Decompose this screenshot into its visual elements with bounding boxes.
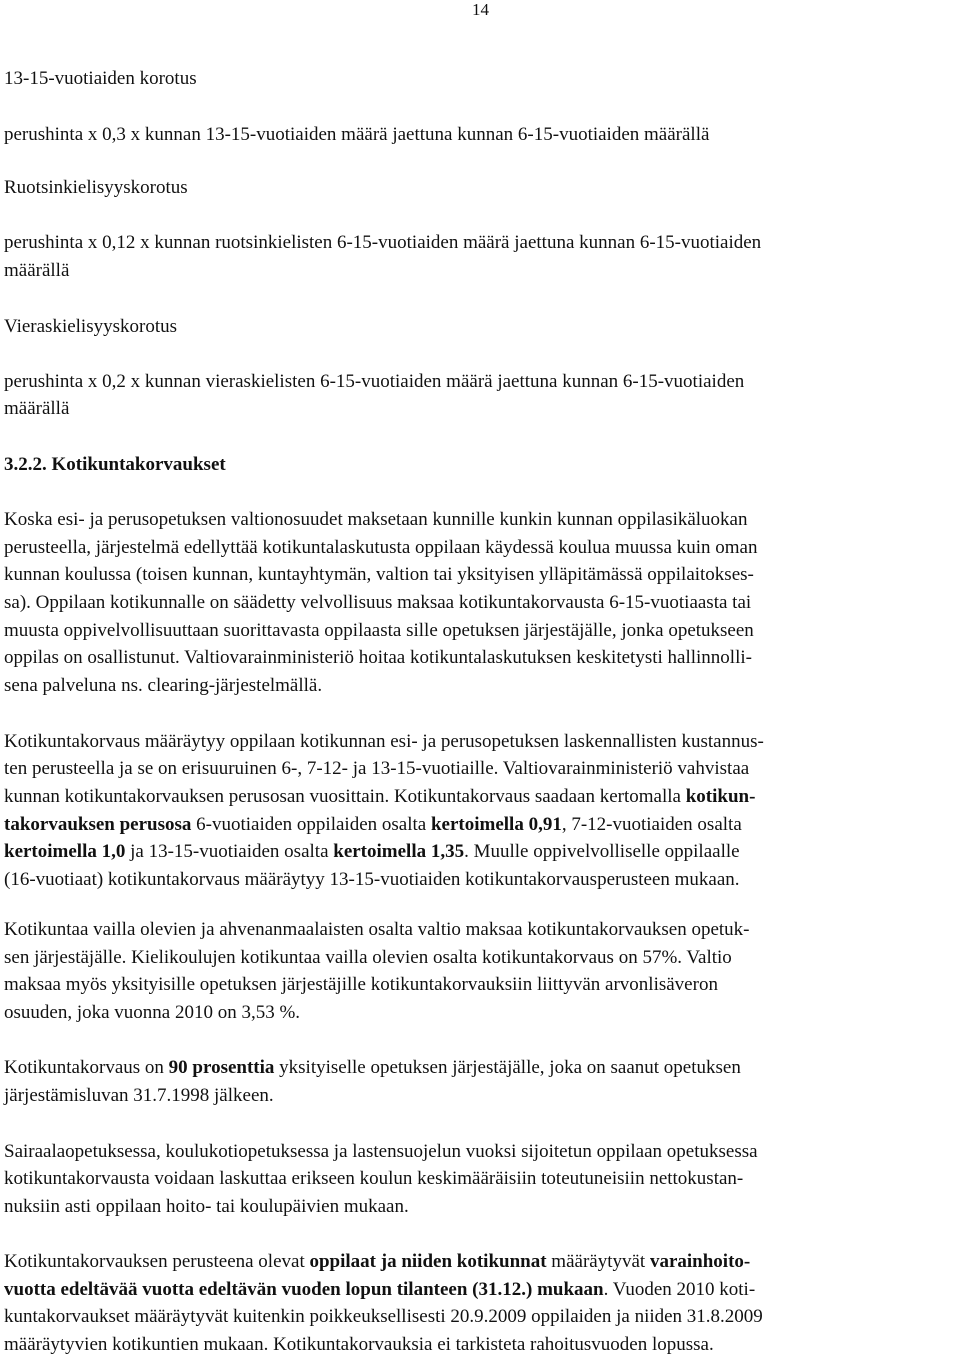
paragraph-line: kotikuntakorvausta voidaan laskuttaa erikseen koulun keskimääräisiin toteutuneisiin nettokustan- [4, 1168, 744, 1189]
paragraph-line [4, 1250, 750, 1274]
paragraph-line: nuksiin asti oppilaan hoito- tai koulupäivien mukaan. [4, 1196, 409, 1217]
formula-swedish-line: perushinta x 0,12 x kunnan ruotsinkielisten 6-15-vuotiaiden määrä jaettuna kunnan 6-15-vuotiaiden [4, 232, 762, 253]
paragraph-line: järjestämisluvan 31.7.1998 jälkeen. [4, 1085, 274, 1106]
bold-run: kertoimella 1,35 [333, 841, 465, 862]
bold-run: vuotta edeltävää vuotta edeltävän vuoden lopun tilanteen (31.12.) mukaan [4, 1279, 604, 1300]
paragraph-line: maksaa myös yksityisille opetuksen järjestäjille kotikuntakorvauksiin liittyvän arvonlisäveron [4, 974, 718, 995]
paragraph-line: ten perusteella ja se on erisuuruinen 6-, 7-12- ja 13-15-vuotiaille. Valtiovarainministeriö vahvistaa [4, 758, 750, 779]
paragraph-line: sen järjestäjälle. Kielikoulujen kotikuntaa vailla olevien osalta kotikuntakorvaus on 57%. Valtio [4, 947, 732, 968]
section-title-swedish: Ruotsinkielisyyskorotus [4, 177, 188, 198]
paragraph-line: Kotikuntakorvaus määräytyy oppilaan kotikunnan esi- ja perusopetuksen laskennallisten kustannus- [4, 731, 764, 752]
paragraph-line [4, 840, 740, 864]
section-title-foreign: Vieraskielisyyskorotus [4, 316, 178, 337]
bold-run: kotikun- [685, 786, 756, 807]
section-title-13-15: 13-15-vuotiaiden korotus [4, 68, 197, 89]
text-run: määräytyvät [546, 1251, 650, 1272]
paragraph-line: sena palveluna ns. clearing-järjestelmällä. [4, 675, 323, 696]
text-run: yksityiselle opetuksen järjestäjälle, joka on saanut opetuksen [274, 1057, 741, 1078]
bold-run: takorvauksen perusosa [4, 814, 192, 835]
text-run: . Muulle oppivelvolliselle oppilaalle [464, 841, 740, 862]
bold-run: kertoimella 1,0 [4, 841, 126, 862]
paragraph-line: sa). Oppilaan kotikunnalle on säädetty velvollisuus maksaa kotikuntakorvausta 6-15-vuotiaasta tai [4, 592, 752, 613]
paragraph-line: oppilas on osallistunut. Valtiovarainministeriö hoitaa kotikuntalaskutuksen keskitetysti hallinnolli- [4, 647, 752, 668]
paragraph-line [4, 1056, 741, 1080]
paragraph-line: perusteella, järjestelmä edellyttää kotikuntalaskutusta oppilaan käydessä koulua muussa kuin oman [4, 537, 758, 558]
paragraph-line: kunnan koulussa (toisen kunnan, kuntayhtymän, valtion tai yksityisen ylläpitämässä oppilaitokses- [4, 564, 754, 585]
text-run: . Vuoden 2010 koti- [603, 1279, 756, 1300]
paragraph-line [4, 785, 755, 809]
formula-foreign-line: perushinta x 0,2 x kunnan vieraskielisten 6-15-vuotiaiden määrä jaettuna kunnan 6-15-vuotiaiden [4, 371, 745, 392]
formula-swedish-line: määrällä [4, 260, 70, 281]
paragraph-line [4, 813, 742, 837]
bold-run: 90 prosenttia [168, 1057, 275, 1078]
bold-run: kertoimella 0,91 [430, 814, 562, 835]
paragraph-line: (16-vuotiaat) kotikuntakorvaus määräytyy 13-15-vuotiaiden kotikuntakorvausperusteen mukaan. [4, 869, 740, 890]
text-run: 6-vuotiaiden oppilaiden osalta [191, 814, 431, 835]
text-run: Kotikuntakorvaus on [4, 1057, 169, 1078]
paragraph-line: muusta oppivelvollisuuttaan suorittavasta oppilaasta sille opetuksen järjestäjälle, jonka opetukseen [4, 620, 754, 641]
formula-foreign-line: määrällä [4, 398, 70, 419]
bold-run: oppilaat ja niiden kotikunnat [309, 1251, 547, 1272]
text-run: kunnan kotikuntakorvauksen perusosan vuosittain. Kotikuntakorvaus saadaan kertomalla [4, 786, 686, 807]
text-run: , 7-12-vuotiaiden osalta [561, 814, 742, 835]
paragraph-line: Koska esi- ja perusopetuksen valtionosuudet maksetaan kunnille kunkin kunnan oppilasikäluokan [4, 509, 748, 530]
paragraph-line: Kotikuntaa vailla olevien ja ahvenanmaalaisten osalta valtio maksaa kotikuntakorvauksen opetuk- [4, 919, 750, 940]
paragraph-line: osuuden, joka vuonna 2010 on 3,53 %. [4, 1002, 301, 1023]
text-run: ja 13-15-vuotiaiden osalta [125, 841, 334, 862]
formula-13-15: perushinta x 0,3 x kunnan 13-15-vuotiaiden määrä jaettuna kunnan 6-15-vuotiaiden määrällä [4, 124, 710, 145]
bold-run: varainhoito- [649, 1251, 751, 1272]
paragraph-line: määräytyvien kotikuntien mukaan. Kotikuntakorvauksia ei tarkisteta rahoitusvuoden lopussa. [4, 1334, 714, 1355]
text-run: Kotikuntakorvauksen perusteena olevat [4, 1251, 310, 1272]
section-heading: 3.2.2. Kotikuntakorvaukset [4, 454, 226, 475]
paragraph-line: Sairaalaopetuksessa, koulukotiopetuksessa ja lastensuojelun vuoksi sijoitetun oppilaan opetuksessa [4, 1141, 758, 1162]
paragraph-line: kuntakorvaukset määräytyvät kuitenkin poikkeuksellisesti 20.9.2009 oppilaiden ja niiden 31.8.2009 [4, 1306, 763, 1327]
paragraph-line [4, 1278, 755, 1302]
page-number: 14 [472, 0, 489, 19]
